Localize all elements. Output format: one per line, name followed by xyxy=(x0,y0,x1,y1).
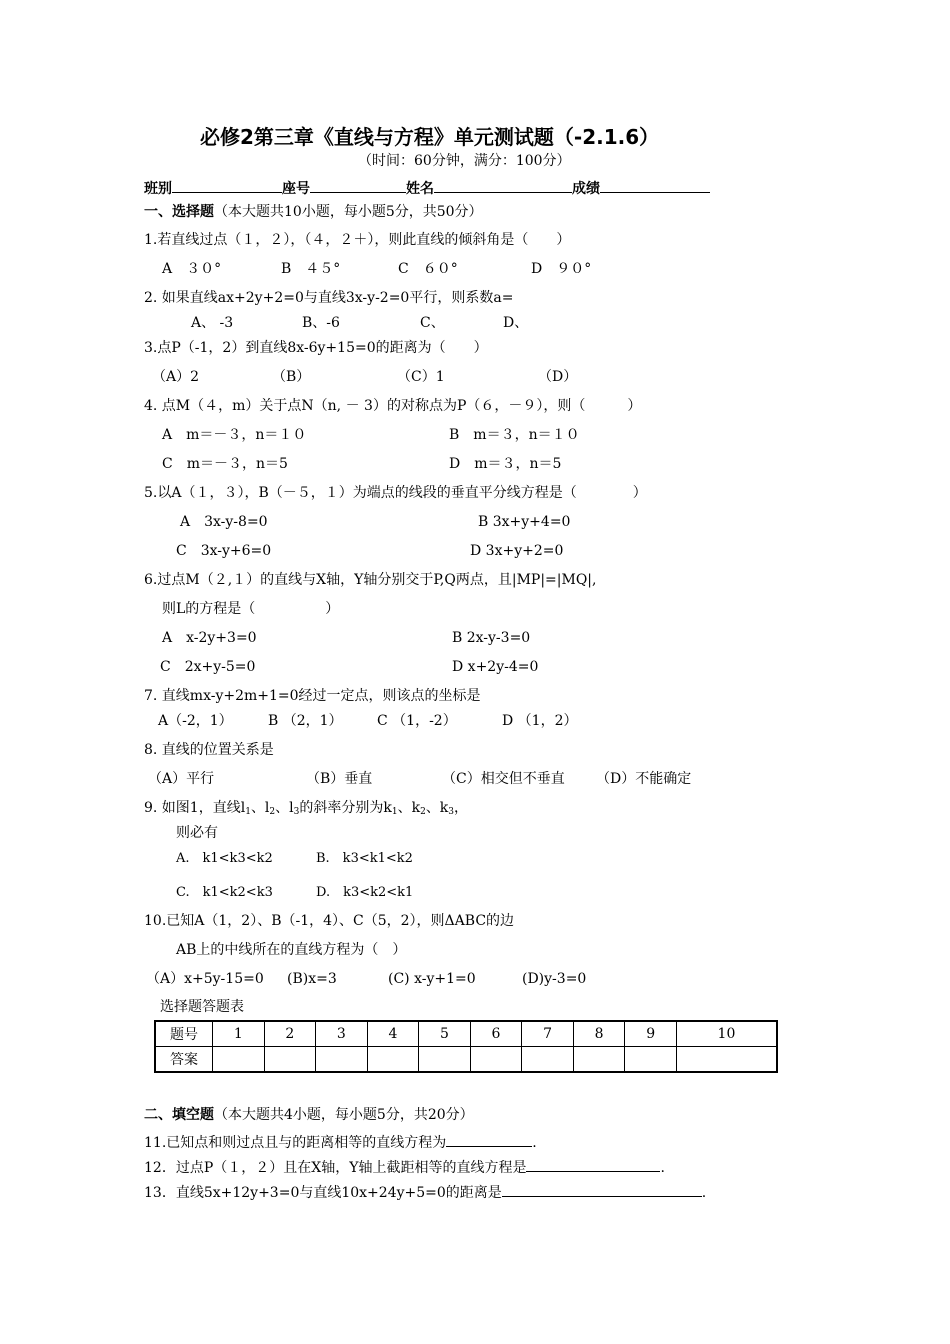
q8-option-d: （D）不能确定 xyxy=(596,771,692,787)
q9-stem-text: 9. 如图1，直线l xyxy=(144,800,246,816)
answer-cell[interactable] xyxy=(522,1047,574,1073)
q10-stem-2: AB上的中线所在的直线方程为（ ） xyxy=(176,942,407,958)
q5-option-b: B 3x+y+4=0 xyxy=(478,514,571,530)
q9-sub: 3 xyxy=(293,807,300,817)
answer-table-caption: 选择题答题表 xyxy=(160,999,244,1015)
q1-option-c: C ６０° xyxy=(398,261,458,277)
q9-stem-2: 则必有 xyxy=(176,825,218,841)
q12-blank[interactable] xyxy=(526,1157,660,1172)
q11-stem: 11.已知点和则过点且与的距离相等的直线方程为 xyxy=(144,1135,447,1151)
table-number-cell: 10 xyxy=(676,1021,777,1047)
seat-blank[interactable] xyxy=(310,178,406,193)
q4-option-a: A m＝－３，n＝１０ xyxy=(162,427,307,443)
q1-option-d: D ９０° xyxy=(531,261,592,277)
name-label: 姓名 xyxy=(406,181,434,197)
table-number-cell: 3 xyxy=(316,1021,368,1047)
q3-option-b: （B） xyxy=(272,369,311,385)
q8-stem: 8. 直线的位置关系是 xyxy=(144,742,274,758)
q9-option-b: B. k3<k1<k2 xyxy=(316,851,413,866)
table-header-cell: 答案 xyxy=(155,1047,213,1073)
q9-option-c: C. k1<k2<k3 xyxy=(176,885,273,900)
q6-option-d: D x+2y-4=0 xyxy=(452,659,539,675)
table-number-cell: 5 xyxy=(419,1021,471,1047)
q5-stem: 5.以A（１，３），B（－５，１）为端点的线段的垂直平分线方程是（ ） xyxy=(144,485,647,501)
table-row xyxy=(155,1021,777,1047)
q13-end: . xyxy=(701,1185,707,1201)
student-info-line xyxy=(144,178,710,198)
q6-option-b: B 2x-y-3=0 xyxy=(452,630,531,646)
q7-option-d: D （1，2） xyxy=(502,713,578,729)
answer-table xyxy=(154,1020,778,1073)
q3-stem: 3.点P（-1，2）到直线8x-6y+15=0的距离为（ ） xyxy=(144,340,488,356)
q8-option-b: （B）垂直 xyxy=(306,771,373,787)
q9-stem-text: ， xyxy=(454,800,469,816)
score-blank[interactable] xyxy=(600,178,710,193)
q3-option-d: （D） xyxy=(538,369,578,385)
q10-option-d: (D)y-3=0 xyxy=(522,971,587,987)
page-title: 必修2第三章《直线与方程》单元测试题（-2.1.6） xyxy=(200,125,660,149)
q5-option-a: A 3x-y-8=0 xyxy=(180,514,268,530)
q2-option-b: B、-6 xyxy=(302,315,340,331)
q1-option-a: A ３０° xyxy=(162,261,222,277)
q6-option-a: A x-2y+3=0 xyxy=(162,630,257,646)
class-label: 班别 xyxy=(144,181,172,197)
q11-end: . xyxy=(532,1135,537,1151)
q5-option-c: C 3x-y+6=0 xyxy=(176,543,272,559)
answer-cell[interactable] xyxy=(213,1047,265,1073)
answer-cell[interactable] xyxy=(676,1047,777,1073)
answer-cell[interactable] xyxy=(419,1047,471,1073)
q13-stem: 13．直线5x+12y+3=0与直线10x+24y+5=0的距离是 xyxy=(144,1185,502,1201)
table-number-cell: 2 xyxy=(264,1021,316,1047)
q8-option-a: （A）平行 xyxy=(148,771,215,787)
table-number-cell: 4 xyxy=(367,1021,419,1047)
q6-stem-2: 则L的方程是（ ） xyxy=(162,601,340,617)
answer-cell[interactable] xyxy=(470,1047,522,1073)
q1-option-b: B ４５° xyxy=(281,261,341,277)
q10-option-b: (B)x=3 xyxy=(287,971,337,987)
q9-stem xyxy=(144,799,468,817)
q9-option-a: A. k1<k3<k2 xyxy=(176,851,273,866)
q9-option-d: D. k3<k2<k1 xyxy=(316,885,414,900)
q1-stem: 1.若直线过点（１，２），（４，２＋），则此直线的倾斜角是（ ） xyxy=(144,232,571,248)
answer-cell[interactable] xyxy=(316,1047,368,1073)
q9-sub: 2 xyxy=(420,807,426,817)
q13-line xyxy=(144,1182,706,1202)
answer-cell[interactable] xyxy=(573,1047,625,1073)
q4-option-b: B m＝３，n＝１０ xyxy=(449,427,580,443)
table-number-cell: 8 xyxy=(573,1021,625,1047)
q12-stem: 12．过点P（１，２）且在X轴，Y轴上截距相等的直线方程是 xyxy=(144,1160,527,1176)
name-blank[interactable] xyxy=(434,178,572,193)
table-row xyxy=(155,1047,777,1073)
table-number-cell: 7 xyxy=(522,1021,574,1047)
q9-stem-text: 、k xyxy=(397,800,421,816)
q12-end: . xyxy=(660,1160,665,1176)
q4-option-c: C m＝－３，n＝5 xyxy=(162,456,288,472)
section1-note: （本大题共10小题，每小题5分，共50分） xyxy=(214,204,483,220)
q9-stem-text: 、l xyxy=(275,800,294,816)
q11-blank[interactable] xyxy=(446,1132,532,1147)
q2-option-a: A、 -3 xyxy=(191,315,234,331)
q7-option-c: C （1，-2） xyxy=(377,713,457,729)
answer-cell[interactable] xyxy=(264,1047,316,1073)
q9-stem-text: 的斜率分别为k xyxy=(299,800,392,816)
score-label: 成绩 xyxy=(572,181,600,197)
q13-blank[interactable] xyxy=(502,1182,702,1197)
class-blank[interactable] xyxy=(172,178,282,193)
q3-option-a: （A）2 xyxy=(152,369,200,385)
q4-option-d: D m＝３，n＝5 xyxy=(449,456,562,472)
table-number-cell: 6 xyxy=(470,1021,522,1047)
q6-option-c: C 2x+y-5=0 xyxy=(160,659,256,675)
section2-note: （本大题共4小题，每小题5分，共20分） xyxy=(214,1107,474,1123)
q5-option-d: D 3x+y+2=0 xyxy=(470,543,564,559)
q9-sub: 2 xyxy=(269,807,276,817)
section1-title: 一、选择题 xyxy=(144,204,214,220)
page-subtitle: （时间：60分钟，满分：100分） xyxy=(358,153,571,169)
table-number-cell: 1 xyxy=(213,1021,265,1047)
q9-sub: 3 xyxy=(448,807,455,817)
q9-sub: 1 xyxy=(245,807,251,817)
q10-option-c: (C) x-y+1=0 xyxy=(388,971,476,987)
section2-title: 二、填空题 xyxy=(144,1107,214,1123)
q3-option-c: （C）1 xyxy=(397,369,445,385)
q9-stem-text: 、k xyxy=(425,800,449,816)
q9-stem-text: 、l xyxy=(250,800,270,816)
q4-stem: 4. 点M（４，m）关于点N（n, － 3）的对称点为P（６，－９），则（ ） xyxy=(144,398,642,414)
q7-option-a: A（-2，1） xyxy=(158,713,233,729)
table-number-cell: 9 xyxy=(625,1021,677,1047)
q8-option-c: （C）相交但不垂直 xyxy=(442,771,565,787)
seat-label: 座号 xyxy=(282,181,310,197)
section1-heading xyxy=(144,203,483,221)
section2-heading xyxy=(144,1106,474,1124)
q7-option-b: B （2，1） xyxy=(268,713,343,729)
answer-cell[interactable] xyxy=(367,1047,419,1073)
q12-line xyxy=(144,1157,665,1177)
q6-stem: 6.过点M（２,１）的直线与X轴，Y轴分别交于P,Q两点，且|MP|=|MQ|, xyxy=(144,572,597,588)
table-header-cell: 题号 xyxy=(155,1021,213,1047)
q2-stem: 2. 如果直线ax+2y+2=0与直线3x-y-2=0平行，则系数a= xyxy=(144,290,514,306)
q10-stem: 10.已知A（1，2）、B（-1，4）、C（5，2），则ΔABC的边 xyxy=(144,913,515,929)
q2-option-d: D、 xyxy=(503,315,529,331)
q7-stem: 7. 直线mx-y+2m+1=0经过一定点，则该点的坐标是 xyxy=(144,688,481,704)
q11-line xyxy=(144,1132,537,1152)
q9-sub: 1 xyxy=(391,807,398,817)
q2-option-c: C、 xyxy=(420,315,445,331)
answer-cell[interactable] xyxy=(625,1047,677,1073)
q10-option-a: （A）x+5y-15=0 xyxy=(146,971,264,987)
